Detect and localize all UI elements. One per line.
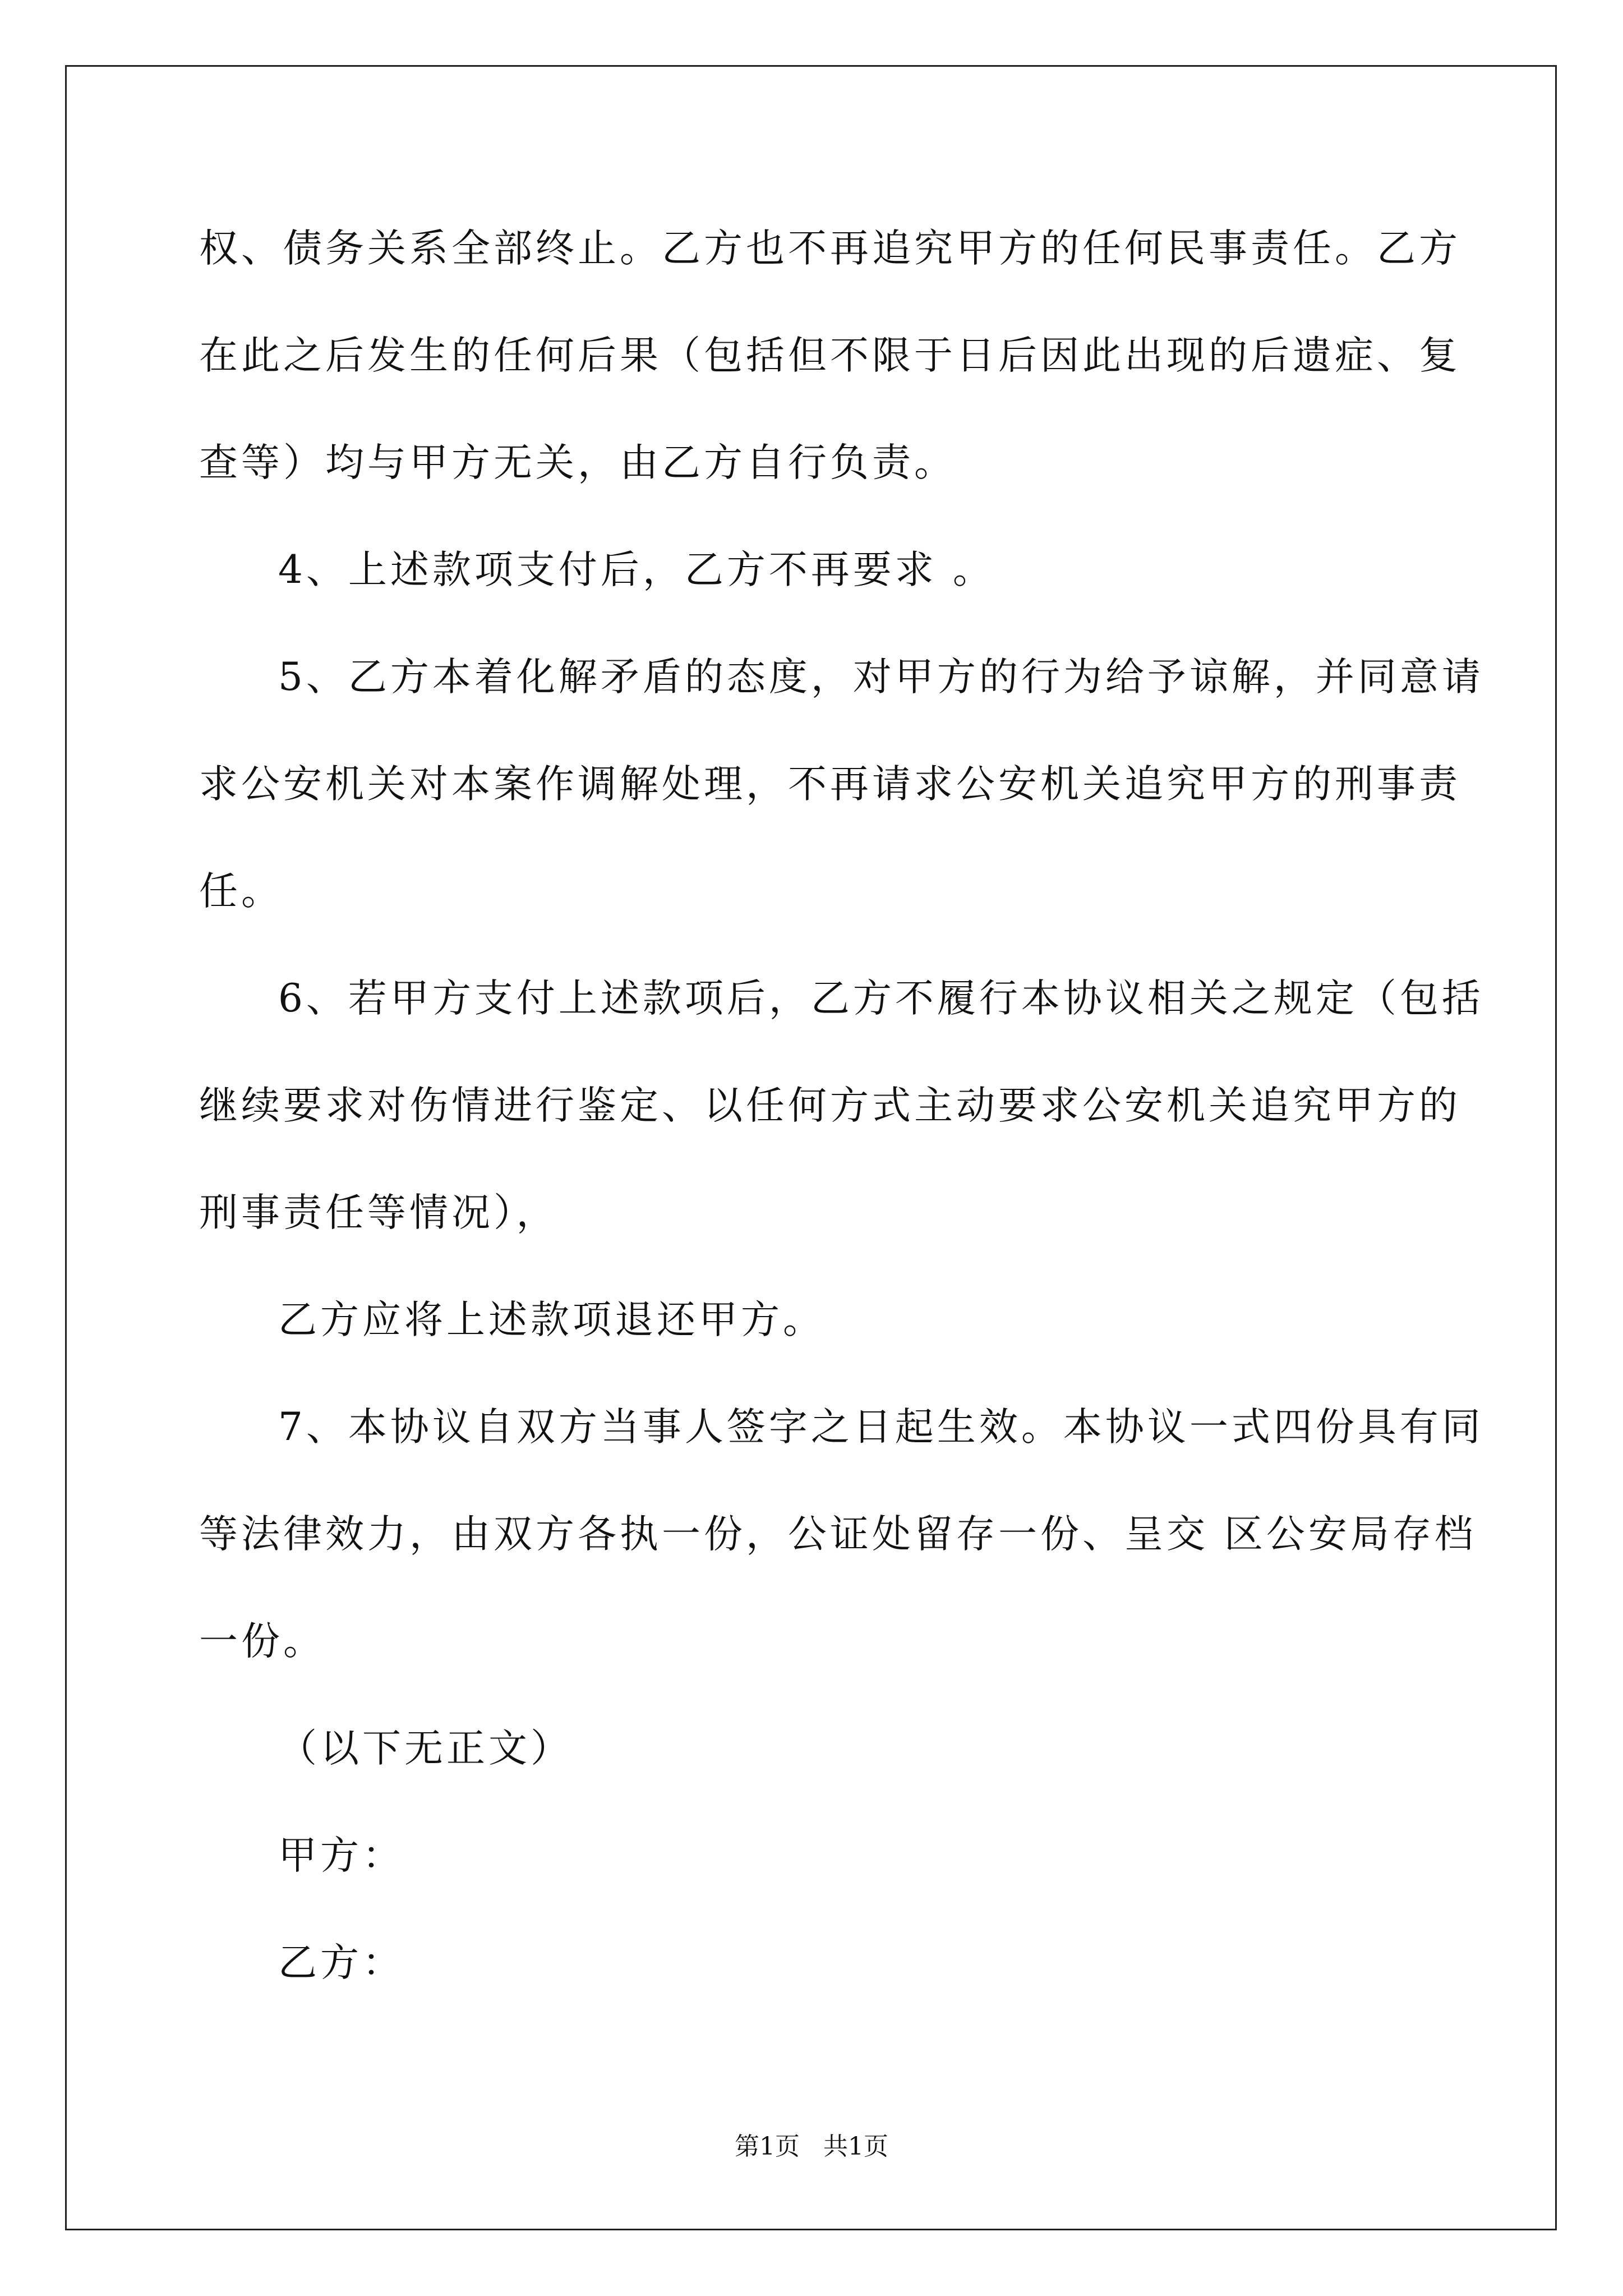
text-line: 乙方： — [278, 1940, 404, 1985]
text-line: 4、上述款项支付后，乙方不再要求 。 — [278, 547, 995, 592]
text-line: 6、若甲方支付上述款项后，乙方不履行本协议相关之规定（包括 — [278, 976, 1484, 1021]
text-line: 求公安机关对本案作调解处理，不再请求公安机关追究甲方的刑事责 — [199, 762, 1461, 807]
text-line: 乙方应将上述款项退还甲方。 — [278, 1297, 825, 1342]
text-line: 等法律效力，由双方各执一份，公证处留存一份、呈交 区公安局存档 — [199, 1512, 1477, 1557]
text-line: 7、本协议自双方当事人签字之日起生效。本协议一式四份具有同 — [278, 1405, 1484, 1450]
text-line: 甲方： — [278, 1833, 404, 1878]
text-line: 一份。 — [199, 1619, 325, 1664]
text-line: （以下无正文） — [278, 1726, 573, 1771]
text-line: 刑事责任等情况）， — [199, 1190, 559, 1235]
page-number-footer: 第1页 共1页 — [735, 2132, 888, 2161]
text-line: 权、债务关系全部终止。乙方也不再追究甲方的任何民事责任。乙方 — [199, 226, 1461, 271]
text-line: 任。 — [199, 869, 283, 914]
page-border — [65, 65, 1557, 2230]
text-line: 继续要求对伤情进行鉴定、以任何方式主动要求公安机关追究甲方的 — [199, 1083, 1461, 1128]
text-line: 查等）均与甲方无关，由乙方自行负责。 — [199, 440, 956, 485]
text-line: 5、乙方本着化解矛盾的态度，对甲方的行为给予谅解，并同意请 — [278, 655, 1484, 700]
text-line: 在此之后发生的任何后果（包括但不限于日后因此出现的后遗症、复 — [199, 333, 1461, 378]
